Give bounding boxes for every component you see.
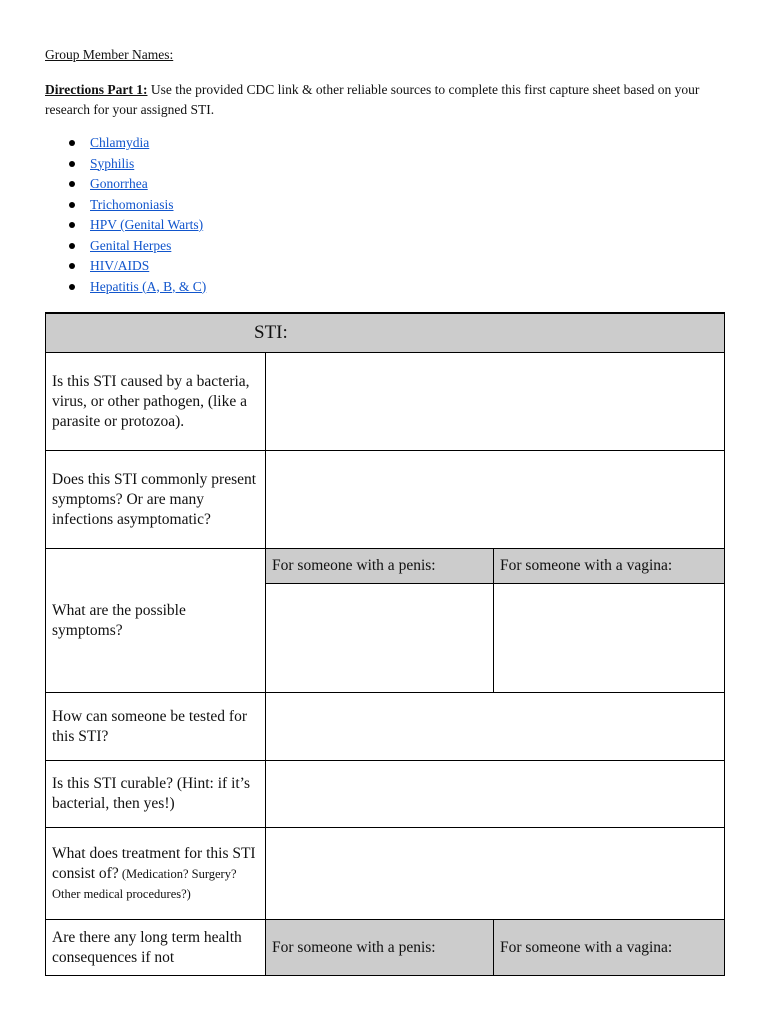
list-item: [60, 195, 206, 216]
directions-text: Use the provided CDC link & other reliable sources to complete this first capture sheet based on your research for your assigned STI.: [45, 82, 700, 117]
answer-symptoms-present[interactable]: [266, 451, 725, 549]
list-item: [60, 277, 206, 298]
sti-link-list: [60, 133, 206, 297]
answer-curable[interactable]: [266, 761, 725, 828]
link-hiv-aids[interactable]: HIV/AIDS: [90, 258, 150, 273]
column-header-penis-long-term: For someone with a penis:: [266, 920, 494, 976]
link-hpv[interactable]: HPV (Genital Warts): [90, 217, 204, 232]
question-possible-symptoms: What are the possible symptoms?: [46, 549, 266, 693]
table-row: [46, 920, 725, 976]
table-row: [46, 761, 725, 828]
table-row: [46, 828, 725, 920]
list-item: [60, 256, 206, 277]
question-long-term: Are there any long term health consequences if not: [46, 920, 266, 976]
question-treatment-main: What does treatment for this STI consist of?: [52, 844, 256, 882]
list-item: [60, 154, 206, 175]
table-row: [46, 693, 725, 761]
answer-symptoms-penis[interactable]: [266, 584, 494, 693]
link-syphilis[interactable]: Syphilis: [90, 155, 135, 171]
link-hepatitis[interactable]: Hepatitis (A, B, & C): [90, 278, 207, 294]
table-row: [46, 549, 725, 584]
sti-capture-table: [45, 312, 725, 976]
list-item: [60, 174, 206, 195]
sti-title-cell[interactable]: STI:: [46, 313, 725, 353]
answer-testing[interactable]: [266, 693, 725, 761]
table-row: [46, 451, 725, 549]
question-symptoms-present: Does this STI commonly present symptoms? Or are many infections asymptomatic?: [46, 451, 266, 549]
link-chlamydia[interactable]: Chlamydia: [90, 135, 150, 150]
answer-pathogen[interactable]: [266, 353, 725, 451]
answer-symptoms-vagina[interactable]: [494, 584, 725, 693]
list-item: [60, 215, 206, 236]
column-header-vagina-long-term: For someone with a vagina:: [494, 920, 725, 976]
table-row: [46, 313, 725, 353]
column-header-penis: For someone with a penis:: [266, 549, 494, 584]
link-genital-herpes[interactable]: Genital Herpes: [90, 237, 172, 253]
question-treatment-note: (Medication? Surgery? Other medical procedures?): [52, 866, 237, 901]
question-curable: Is this STI curable? (Hint: if it’s bacterial, then yes!): [46, 761, 266, 828]
directions-paragraph: [45, 80, 725, 120]
question-treatment: [46, 828, 266, 920]
list-item: [60, 236, 206, 257]
column-header-vagina: For someone with a vagina:: [494, 549, 725, 584]
directions-title: Directions Part 1:: [45, 82, 148, 97]
list-item: [60, 133, 206, 154]
question-testing: How can someone be tested for this STI?: [46, 693, 266, 761]
answer-treatment[interactable]: [266, 828, 725, 920]
group-member-names-label: Group Member Names:: [45, 47, 174, 62]
link-gonorrhea[interactable]: Gonorrhea: [90, 176, 148, 191]
link-trichomoniasis[interactable]: Trichomoniasis: [90, 196, 174, 212]
question-pathogen: Is this STI caused by a bacteria, virus, or other pathogen, (like a parasite or protozoa).: [46, 353, 266, 451]
table-row: [46, 353, 725, 451]
